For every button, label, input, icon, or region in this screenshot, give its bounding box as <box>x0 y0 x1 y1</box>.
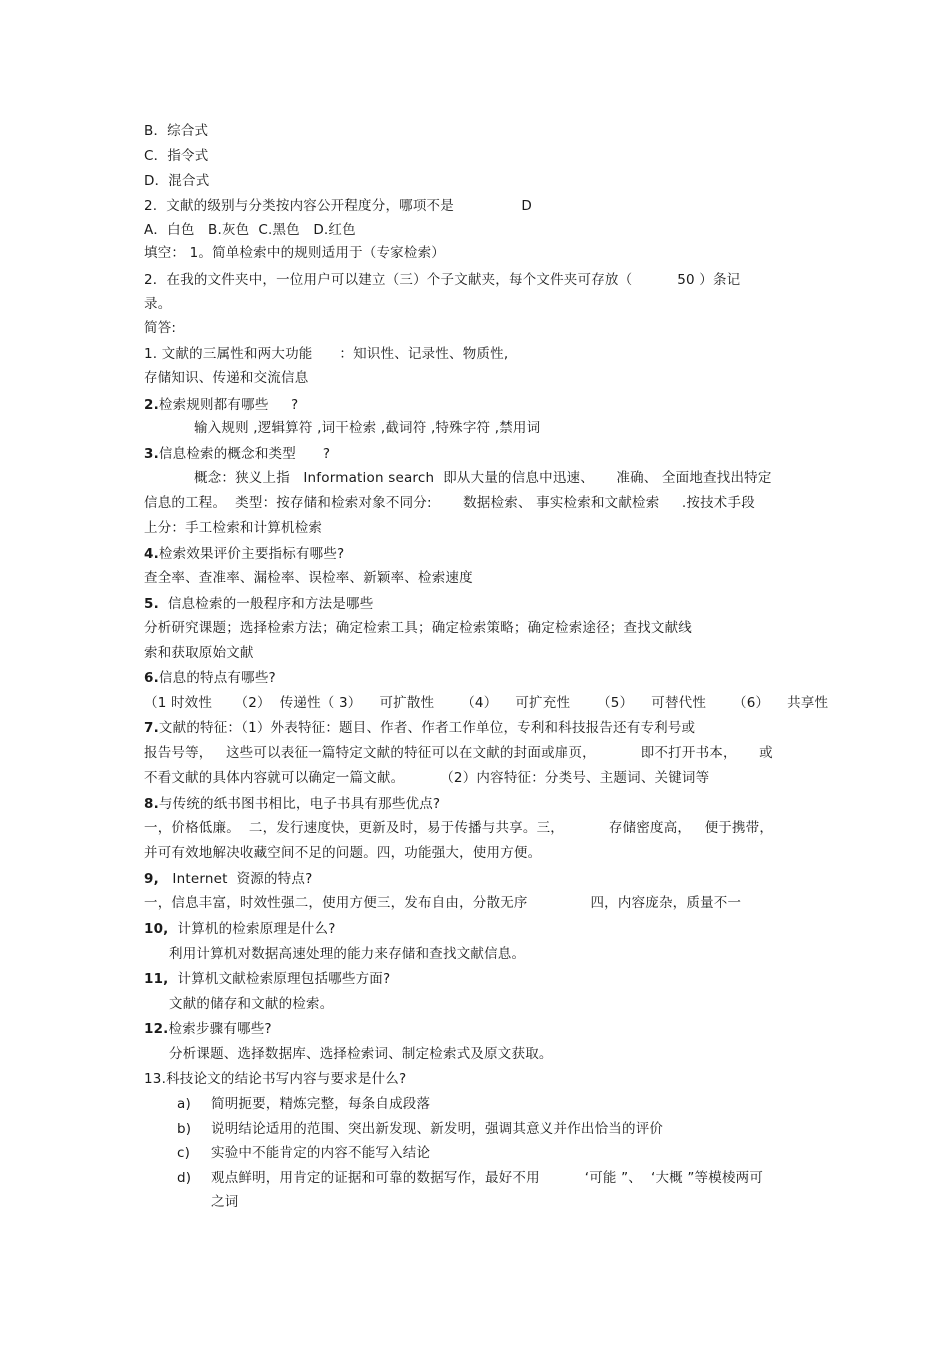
question-number: 4. <box>144 546 159 562</box>
answer-8-title: 8.与传统的纸书图书相比，电子书具有那些优点? <box>144 796 441 812</box>
answer-6-body: （1 时效性 （2） 传递性（ 3） 可扩散性 （4） 可扩充性 （5） 可替代性 （6） 共享性 <box>144 695 829 711</box>
answer-1-body: 存储知识、传递和交流信息 <box>144 370 309 386</box>
answer-11-title: 11, 计算机文献检索原理包括哪些方面? <box>144 971 391 987</box>
answer-13-title: 13.科技论文的结论书写内容与要求是什么? <box>144 1071 407 1087</box>
option-b: B．综合式 <box>144 123 209 139</box>
section-short-answer: 简答: <box>144 320 177 336</box>
answer-5-title: 5. 信息检索的一般程序和方法是哪些 <box>144 596 374 612</box>
answer-6-title: 6.信息的特点有哪些? <box>144 670 276 686</box>
answer-4-body: 查全率、查准率、漏检率、误检率、新颖率、检索速度 <box>144 570 473 586</box>
list-item-text: 实验中不能肯定的内容不能写入结论 <box>211 1145 431 1161</box>
answer-9-body: 一，信息丰富，时效性强二，使用方便三，发布自由，分散无序 四，内容庞杂，质量不一 <box>144 895 742 911</box>
list-item-text: 简明扼要，精炼完整，每条自成段落 <box>211 1096 431 1112</box>
fill-blank-2: 2．在我的文件夹中，一位用户可以建立（三）个子文献夹，每个文件夹可存放（ 50 ）条记 <box>144 272 741 288</box>
question-2: 2. 文献的级别与分类按内容公开程度分，哪项不是 D <box>144 198 532 214</box>
list-item-label: c) <box>177 1145 191 1161</box>
list-item-label: a) <box>177 1096 191 1112</box>
fill-blank-2-cont: 录。 <box>144 296 172 312</box>
list-item-text: 说明结论适用的范围、突出新发现、新发明，强调其意义并作出恰当的评价 <box>211 1121 664 1137</box>
answer-12-body: 分析课题、选择数据库、选择检索词、制定检索式及原文获取。 <box>169 1046 553 1062</box>
answer-7-body-2: 报告号等， 这些可以表征一篇特定文献的特征可以在文献的封面或扉页， 即不打开书本， 或 <box>144 745 773 761</box>
answer-5-body-2: 索和获取原始文献 <box>144 645 254 661</box>
option-c: C．指令式 <box>144 148 209 164</box>
answer-3-body-2: 信息的工程。 类型：按存储和检索对象不同分: 数据检索、 事实检索和文献检索 .按技术手段 <box>144 495 755 511</box>
question-number: 6. <box>144 670 159 686</box>
question-number: 7. <box>144 720 159 736</box>
question-number: 2. <box>144 397 159 413</box>
answer-3-body-3: 上分：手工检索和计算机检索 <box>144 520 323 536</box>
answer-9-title: 9, Internet 资源的特点? <box>144 871 313 887</box>
list-item-label: b) <box>177 1121 192 1137</box>
answer-2-title: 2.检索规则都有哪些 ? <box>144 397 299 413</box>
answer-7-body-3: 不看文献的具体内容就可以确定一篇文献。 （2）内容特征：分类号、主题词、关键词等 <box>144 770 710 786</box>
answer-8-body-2: 并可有效地解决收藏空间不足的问题。四，功能强大，使用方便。 <box>144 845 542 861</box>
list-item-text-cont: 之词 <box>211 1194 239 1210</box>
answer-2-body: 输入规则 ,逻辑算符 ,词干检索 ,截词符 ,特殊字符 ,禁用词 <box>194 420 541 436</box>
answer-5-body-1: 分析研究课题；选择检索方法；确定检索工具；确定检索策略；确定检索途径；查找文献线 <box>144 620 692 636</box>
answer-10-title: 10, 计算机的检索原理是什么? <box>144 921 336 937</box>
answer-11-body: 文献的储存和文献的检索。 <box>169 996 334 1012</box>
question-number: 9, <box>144 871 159 887</box>
answer-3-body-1: 概念：狭义上指 Information search 即从大量的信息中迅速、 准确、 全面地查找出特定 <box>194 470 772 486</box>
answer-12-title: 12.检索步骤有哪些? <box>144 1021 272 1037</box>
list-item-label: d) <box>177 1170 192 1186</box>
answer-4-title: 4.检索效果评价主要指标有哪些? <box>144 546 345 562</box>
question-2-options: A．白色 B.灰色 C.黑色 D.红色 <box>144 222 356 238</box>
option-d: D．混合式 <box>144 173 210 189</box>
question-number: 11, <box>144 971 169 987</box>
answer-1-title: 1. 文献的三属性和两大功能 ：知识性、记录性、物质性, <box>144 346 509 362</box>
fill-blank-1: 填空： 1。简单检索中的规则适用于（专家检索） <box>144 245 445 261</box>
question-number: 5. <box>144 596 159 612</box>
answer-7-body-1: 7.文献的特征：（1）外表特征：题目、作者、作者工作单位，专利和科技报告还有专利号或 <box>144 720 696 736</box>
answer-10-body: 利用计算机对数据高速处理的能力来存储和查找文献信息。 <box>169 946 526 962</box>
question-number: 8. <box>144 796 159 812</box>
answer-3-title: 3.信息检索的概念和类型 ? <box>144 446 331 462</box>
question-number: 10, <box>144 921 169 937</box>
question-number: 3. <box>144 446 159 462</box>
question-number: 12. <box>144 1021 169 1037</box>
list-item-text: 观点鲜明，用肯定的证据和可靠的数据写作，最好不用 ‘可能 ”、 ‘大概 ”等模棱两可 <box>211 1170 764 1186</box>
answer-8-body-1: 一，价格低廉。 二，发行速度快，更新及时，易于传播与共享。三， 存储密度高， 便于携带， <box>144 820 774 836</box>
